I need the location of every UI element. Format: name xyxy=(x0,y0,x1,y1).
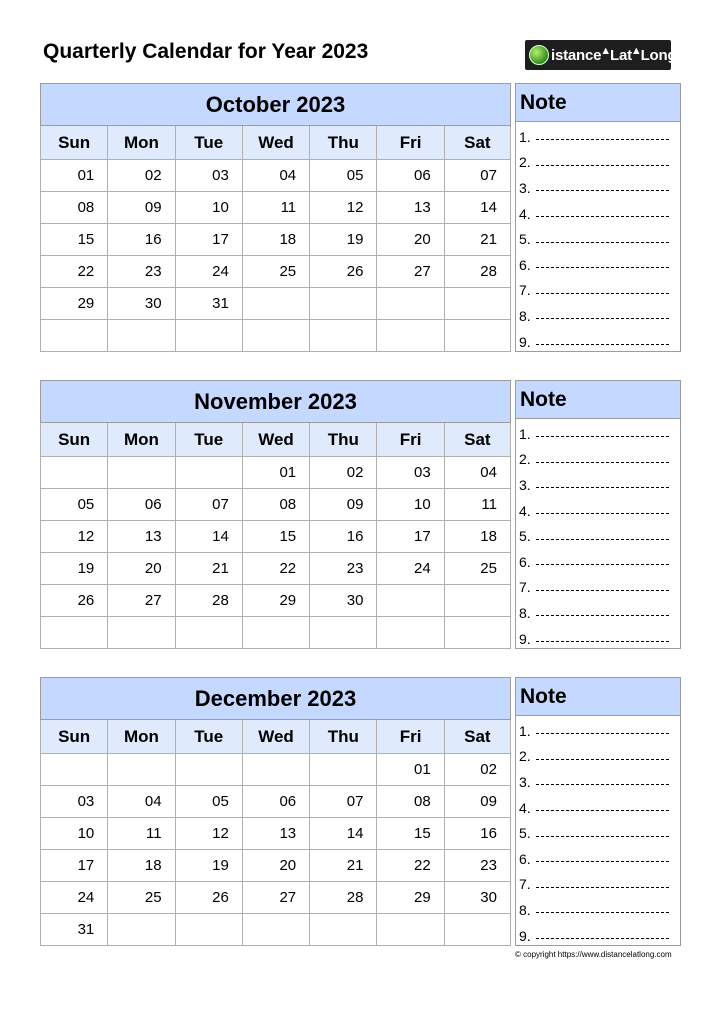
note-line xyxy=(516,744,680,770)
day-cell: 17 xyxy=(175,224,242,256)
day-cell xyxy=(40,617,107,649)
weekday-label: Thu xyxy=(309,126,376,160)
note-title: Note xyxy=(516,381,680,419)
day-cell xyxy=(309,617,376,649)
weekday-label: Mon xyxy=(107,126,174,160)
day-cell: 19 xyxy=(40,553,107,585)
note-line-rule xyxy=(536,190,669,191)
day-cell: 20 xyxy=(376,224,443,256)
note-line-rule xyxy=(536,318,669,319)
day-cell: 10 xyxy=(175,192,242,224)
note-line xyxy=(516,498,680,524)
note-line xyxy=(516,329,680,355)
weekday-label: Mon xyxy=(107,423,174,457)
day-cell: 19 xyxy=(309,224,376,256)
note-line xyxy=(516,549,680,575)
note-line xyxy=(516,447,680,473)
note-line xyxy=(516,575,680,601)
day-cell: 23 xyxy=(444,850,511,882)
day-cell: 15 xyxy=(242,521,309,553)
weekday-label: Sat xyxy=(444,423,511,457)
day-cell: 08 xyxy=(242,489,309,521)
day-cell: 05 xyxy=(175,786,242,818)
note-line-number: 2. xyxy=(519,748,531,765)
day-cell xyxy=(40,320,107,352)
day-cell: 25 xyxy=(242,256,309,288)
day-cell xyxy=(175,457,242,489)
note-line-number: 3. xyxy=(519,476,531,493)
day-cell: 03 xyxy=(175,160,242,192)
note-line xyxy=(516,523,680,549)
note-line-rule xyxy=(536,641,669,642)
day-cell: 03 xyxy=(40,786,107,818)
day-cell: 11 xyxy=(444,489,511,521)
day-cell xyxy=(444,617,511,649)
day-cell: 05 xyxy=(40,489,107,521)
note-title: Note xyxy=(516,84,680,122)
weekday-label: Tue xyxy=(175,720,242,754)
note-line-rule xyxy=(536,139,669,140)
note-line-rule xyxy=(536,810,669,811)
day-cell xyxy=(175,320,242,352)
day-cell xyxy=(175,754,242,786)
note-panel xyxy=(515,380,681,649)
day-cell: 14 xyxy=(444,192,511,224)
day-cell: 28 xyxy=(175,585,242,617)
note-line-rule xyxy=(536,564,669,565)
note-line-number: 7. xyxy=(519,282,531,299)
note-line-number: 6. xyxy=(519,850,531,867)
day-cell: 21 xyxy=(175,553,242,585)
day-cell: 28 xyxy=(309,882,376,914)
day-cell: 22 xyxy=(376,850,443,882)
note-line xyxy=(516,472,680,498)
day-cell: 04 xyxy=(242,160,309,192)
note-line-number: 1. xyxy=(519,425,531,442)
note-line-rule xyxy=(536,436,669,437)
day-cell: 10 xyxy=(40,818,107,850)
weekday-label: Mon xyxy=(107,720,174,754)
day-cell: 07 xyxy=(309,786,376,818)
day-cell xyxy=(242,617,309,649)
note-line-number: 9. xyxy=(519,927,531,944)
weekday-label: Fri xyxy=(376,126,443,160)
day-cell: 29 xyxy=(40,288,107,320)
day-cell xyxy=(444,288,511,320)
day-grid xyxy=(40,160,511,352)
weekday-header xyxy=(40,423,511,457)
note-line-rule xyxy=(536,887,669,888)
note-line-number: 1. xyxy=(519,722,531,739)
note-line xyxy=(516,626,680,652)
note-line-rule xyxy=(536,615,669,616)
note-line xyxy=(516,124,680,150)
day-cell: 14 xyxy=(175,521,242,553)
day-cell: 09 xyxy=(444,786,511,818)
note-line-rule xyxy=(536,242,669,243)
note-line-number: 2. xyxy=(519,154,531,171)
month-title: November 2023 xyxy=(40,380,511,423)
day-cell xyxy=(376,320,443,352)
note-title: Note xyxy=(516,678,680,716)
day-cell: 29 xyxy=(376,882,443,914)
day-cell xyxy=(309,914,376,946)
day-cell: 30 xyxy=(107,288,174,320)
weekday-label: Fri xyxy=(376,423,443,457)
day-cell: 16 xyxy=(107,224,174,256)
day-cell: 18 xyxy=(444,521,511,553)
day-cell: 07 xyxy=(175,489,242,521)
logo-text: istance▲Lat▲Long xyxy=(551,44,677,64)
day-cell xyxy=(242,320,309,352)
day-cell xyxy=(376,914,443,946)
note-line xyxy=(516,278,680,304)
day-cell: 17 xyxy=(376,521,443,553)
weekday-label: Wed xyxy=(242,720,309,754)
note-line xyxy=(516,718,680,744)
note-line-number: 1. xyxy=(519,128,531,145)
day-cell: 27 xyxy=(376,256,443,288)
day-cell: 02 xyxy=(107,160,174,192)
note-line-rule xyxy=(536,293,669,294)
note-line-rule xyxy=(536,836,669,837)
day-cell: 19 xyxy=(175,850,242,882)
day-grid xyxy=(40,754,511,946)
note-line-number: 5. xyxy=(519,528,531,545)
day-cell: 22 xyxy=(40,256,107,288)
day-cell: 31 xyxy=(40,914,107,946)
day-cell: 06 xyxy=(376,160,443,192)
day-cell: 13 xyxy=(376,192,443,224)
day-cell: 03 xyxy=(376,457,443,489)
day-cell: 11 xyxy=(107,818,174,850)
day-cell xyxy=(242,754,309,786)
weekday-label: Sun xyxy=(40,126,107,160)
weekday-label: Sun xyxy=(40,423,107,457)
note-line-number: 3. xyxy=(519,773,531,790)
day-cell: 23 xyxy=(309,553,376,585)
day-cell: 16 xyxy=(444,818,511,850)
note-line xyxy=(516,795,680,821)
note-line xyxy=(516,897,680,923)
copyright-text: © copyright https://www.distancelatlong.com xyxy=(515,950,672,959)
note-line-number: 4. xyxy=(519,799,531,816)
day-cell xyxy=(309,754,376,786)
note-line-number: 7. xyxy=(519,876,531,893)
day-cell xyxy=(175,914,242,946)
day-cell xyxy=(242,914,309,946)
note-line-rule xyxy=(536,759,669,760)
day-cell xyxy=(107,914,174,946)
note-line-number: 8. xyxy=(519,307,531,324)
day-cell xyxy=(309,320,376,352)
day-cell xyxy=(107,617,174,649)
weekday-label: Sat xyxy=(444,126,511,160)
weekday-label: Fri xyxy=(376,720,443,754)
note-line-number: 2. xyxy=(519,451,531,468)
day-cell: 20 xyxy=(242,850,309,882)
day-cell: 25 xyxy=(444,553,511,585)
globe-icon xyxy=(529,45,549,65)
day-cell: 26 xyxy=(309,256,376,288)
note-line xyxy=(516,252,680,278)
day-cell: 20 xyxy=(107,553,174,585)
day-cell: 28 xyxy=(444,256,511,288)
day-cell: 17 xyxy=(40,850,107,882)
note-line xyxy=(516,201,680,227)
day-cell: 21 xyxy=(444,224,511,256)
note-line xyxy=(516,769,680,795)
month-calendar xyxy=(40,380,511,649)
note-line-number: 3. xyxy=(519,179,531,196)
note-line-rule xyxy=(536,267,669,268)
day-cell: 08 xyxy=(40,192,107,224)
note-line xyxy=(516,226,680,252)
day-cell: 12 xyxy=(309,192,376,224)
day-cell: 14 xyxy=(309,818,376,850)
note-line-number: 9. xyxy=(519,333,531,350)
weekday-header xyxy=(40,720,511,754)
note-line xyxy=(516,872,680,898)
day-cell: 15 xyxy=(40,224,107,256)
weekday-header xyxy=(40,126,511,160)
day-cell: 12 xyxy=(175,818,242,850)
note-line-rule xyxy=(536,487,669,488)
day-cell: 12 xyxy=(40,521,107,553)
note-panel xyxy=(515,677,681,946)
day-grid xyxy=(40,457,511,649)
day-cell: 01 xyxy=(242,457,309,489)
day-cell: 30 xyxy=(309,585,376,617)
note-line-rule xyxy=(536,216,669,217)
day-cell: 25 xyxy=(107,882,174,914)
day-cell: 01 xyxy=(40,160,107,192)
day-cell: 10 xyxy=(376,489,443,521)
note-line-number: 9. xyxy=(519,630,531,647)
note-line-rule xyxy=(536,784,669,785)
weekday-label: Thu xyxy=(309,720,376,754)
day-cell: 15 xyxy=(376,818,443,850)
day-cell: 05 xyxy=(309,160,376,192)
day-cell: 09 xyxy=(107,192,174,224)
day-cell xyxy=(444,585,511,617)
day-cell xyxy=(376,288,443,320)
day-cell: 26 xyxy=(175,882,242,914)
note-panel xyxy=(515,83,681,352)
day-cell: 24 xyxy=(175,256,242,288)
day-cell: 13 xyxy=(107,521,174,553)
weekday-label: Tue xyxy=(175,126,242,160)
day-cell: 18 xyxy=(107,850,174,882)
day-cell: 30 xyxy=(444,882,511,914)
weekday-label: Thu xyxy=(309,423,376,457)
day-cell: 27 xyxy=(107,585,174,617)
weekday-label: Wed xyxy=(242,423,309,457)
day-cell: 31 xyxy=(175,288,242,320)
logo[interactable] xyxy=(525,40,677,70)
day-cell xyxy=(376,585,443,617)
day-cell: 23 xyxy=(107,256,174,288)
weekday-label: Sun xyxy=(40,720,107,754)
weekday-label: Wed xyxy=(242,126,309,160)
note-line xyxy=(516,820,680,846)
note-line xyxy=(516,150,680,176)
day-cell: 26 xyxy=(40,585,107,617)
day-cell xyxy=(107,320,174,352)
note-line-number: 5. xyxy=(519,231,531,248)
day-cell: 04 xyxy=(107,786,174,818)
note-line-rule xyxy=(536,733,669,734)
day-cell xyxy=(107,457,174,489)
day-cell: 18 xyxy=(242,224,309,256)
note-line-rule xyxy=(536,344,669,345)
day-cell: 21 xyxy=(309,850,376,882)
note-line-rule xyxy=(536,861,669,862)
note-line-number: 7. xyxy=(519,579,531,596)
day-cell: 29 xyxy=(242,585,309,617)
day-cell xyxy=(40,457,107,489)
month-title: October 2023 xyxy=(40,83,511,126)
weekday-label: Sat xyxy=(444,720,511,754)
note-line-number: 6. xyxy=(519,256,531,273)
day-cell: 24 xyxy=(376,553,443,585)
day-cell xyxy=(175,617,242,649)
note-line xyxy=(516,421,680,447)
page-title: Quarterly Calendar for Year 2023 xyxy=(43,40,369,63)
note-line-rule xyxy=(536,590,669,591)
note-line-rule xyxy=(536,912,669,913)
note-line xyxy=(516,923,680,949)
day-cell xyxy=(444,320,511,352)
note-line-number: 6. xyxy=(519,553,531,570)
note-line-rule xyxy=(536,539,669,540)
note-line-number: 4. xyxy=(519,502,531,519)
day-cell: 01 xyxy=(376,754,443,786)
weekday-label: Tue xyxy=(175,423,242,457)
day-cell xyxy=(40,754,107,786)
note-line-rule xyxy=(536,165,669,166)
day-cell: 02 xyxy=(444,754,511,786)
month-calendar xyxy=(40,83,511,352)
note-line-rule xyxy=(536,938,669,939)
day-cell xyxy=(444,914,511,946)
note-line-number: 5. xyxy=(519,825,531,842)
day-cell: 04 xyxy=(444,457,511,489)
day-cell: 08 xyxy=(376,786,443,818)
month-title: December 2023 xyxy=(40,677,511,720)
day-cell: 16 xyxy=(309,521,376,553)
note-line xyxy=(516,846,680,872)
day-cell: 24 xyxy=(40,882,107,914)
day-cell: 22 xyxy=(242,553,309,585)
month-calendar xyxy=(40,677,511,946)
day-cell: 06 xyxy=(242,786,309,818)
day-cell: 06 xyxy=(107,489,174,521)
day-cell: 09 xyxy=(309,489,376,521)
day-cell: 27 xyxy=(242,882,309,914)
day-cell: 11 xyxy=(242,192,309,224)
day-cell: 02 xyxy=(309,457,376,489)
day-cell xyxy=(107,754,174,786)
day-cell xyxy=(242,288,309,320)
day-cell: 13 xyxy=(242,818,309,850)
note-line-number: 8. xyxy=(519,604,531,621)
note-line-rule xyxy=(536,462,669,463)
day-cell xyxy=(309,288,376,320)
note-line-rule xyxy=(536,513,669,514)
day-cell xyxy=(376,617,443,649)
note-line xyxy=(516,600,680,626)
note-line xyxy=(516,303,680,329)
note-line xyxy=(516,175,680,201)
note-line-number: 4. xyxy=(519,205,531,222)
day-cell: 07 xyxy=(444,160,511,192)
note-line-number: 8. xyxy=(519,901,531,918)
